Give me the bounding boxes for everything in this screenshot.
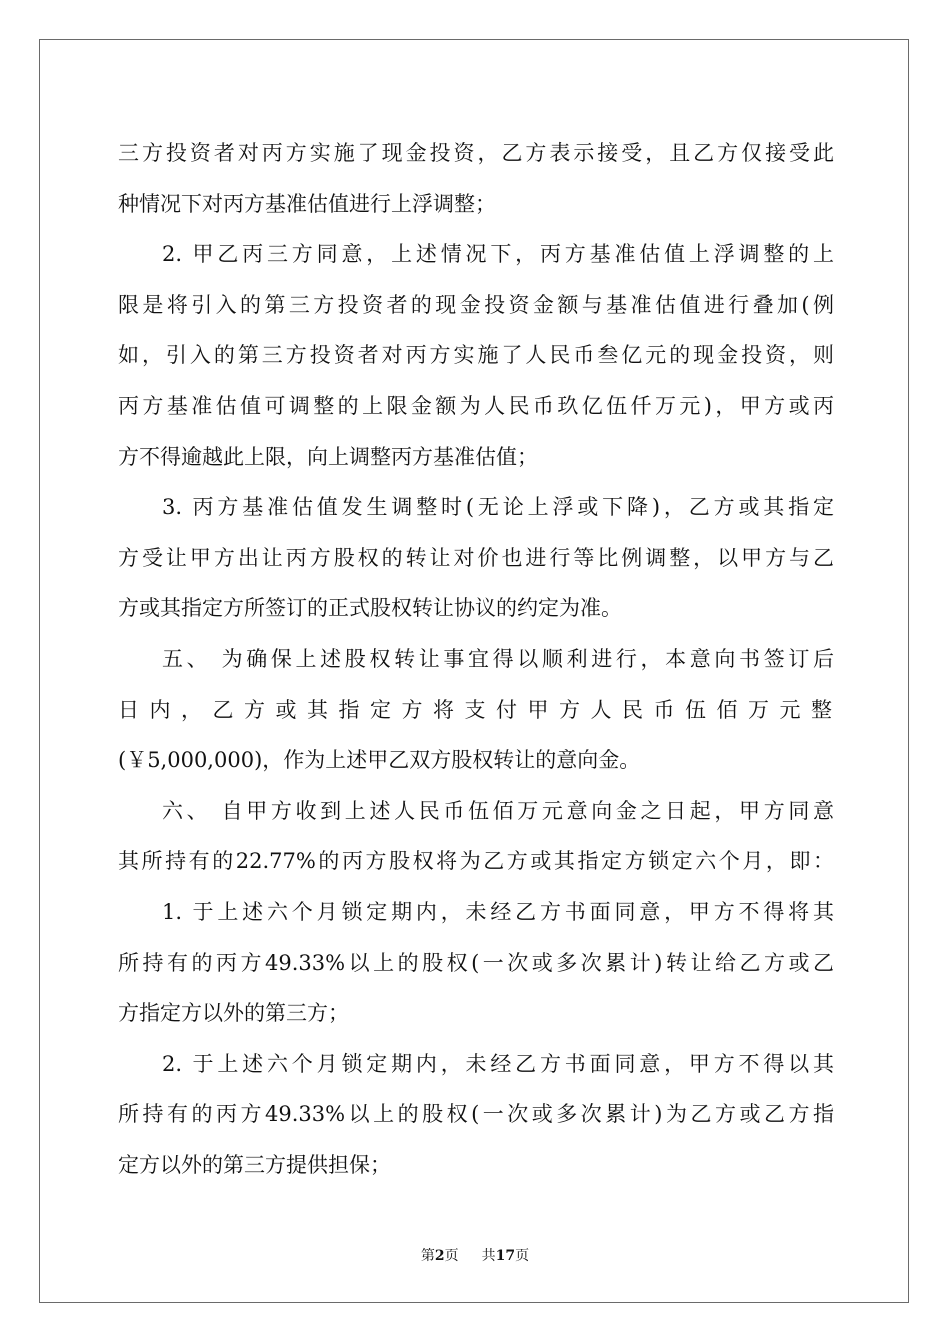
text-line: 日内，乙方或其指定方将支付甲方人民币伍佰万元整 (118, 697, 834, 722)
text-line: 定方以外的第三方提供担保； (118, 1152, 391, 1177)
page-number (421, 1245, 459, 1265)
text-line: 种情况下对丙方基准估值进行上浮调整； (118, 191, 496, 216)
document-body (118, 128, 834, 1190)
text-line: (￥5,000,000)，作为上述甲乙双方股权转让的意向金。 (118, 748, 641, 773)
paragraph (118, 482, 834, 634)
paragraph (118, 887, 834, 1039)
paragraph (118, 634, 834, 786)
page-current: 2 (434, 1248, 445, 1264)
paragraph (118, 786, 834, 887)
page-footer (0, 1245, 950, 1265)
text-line: 六、 自甲方收到上述人民币伍佰万元意向金之日起，甲方同意 (162, 798, 834, 823)
text-line: 方受让甲方出让丙方股权的转让对价也进行等比例调整，以甲方与乙 (118, 545, 834, 570)
text-line: 方指定方以外的第三方； (118, 1001, 349, 1026)
text-line: 三方投资者对丙方实施了现金投资，乙方表示接受，且乙方仅接受此 (118, 141, 834, 165)
text-line: 限是将引入的第三方投资者的现金投资金额与基准估值进行叠加(例 (118, 292, 834, 317)
text-line: 所持有的丙方49.33%以上的股权(一次或多次累计)转让给乙方或乙 (118, 950, 834, 975)
text-line: 2. 甲乙丙三方同意，上述情况下，丙方基准估值上浮调整的上 (162, 242, 834, 267)
total-count: 17 (495, 1248, 516, 1264)
text-line: 方不得逾越此上限，向上调整丙方基准估值； (118, 444, 538, 469)
text-line: 方或其指定方所签订的正式股权转让协议的约定为准。 (118, 596, 622, 621)
total-suffix: 页 (515, 1248, 530, 1264)
page-suffix: 页 (444, 1248, 459, 1264)
text-line: 丙方基准估值可调整的上限金额为人民币玖亿伍仟万元)，甲方或丙 (118, 393, 834, 418)
page-total (482, 1245, 529, 1265)
text-line: 五、 为确保上述股权转让事宜得以顺利进行，本意向书签订后 (162, 646, 834, 671)
text-line: 1. 于上述六个月锁定期内，未经乙方书面同意，甲方不得将其 (162, 899, 834, 924)
text-line: 3. 丙方基准估值发生调整时(无论上浮或下降)，乙方或其指定 (162, 495, 834, 520)
paragraph (118, 128, 834, 229)
text-line: 2. 于上述六个月锁定期内，未经乙方书面同意，甲方不得以其 (162, 1051, 834, 1076)
text-line: 如，引入的第三方投资者对丙方实施了人民币叁亿元的现金投资，则 (118, 343, 834, 368)
text-line: 所持有的丙方49.33%以上的股权(一次或多次累计)为乙方或乙方指 (118, 1102, 834, 1127)
text-line: 其所持有的22.77%的丙方股权将为乙方或其指定方锁定六个月，即： (118, 849, 834, 874)
page-prefix: 第 (420, 1248, 435, 1264)
paragraph (118, 1039, 834, 1191)
total-prefix: 共 (481, 1248, 496, 1264)
paragraph (118, 229, 834, 482)
